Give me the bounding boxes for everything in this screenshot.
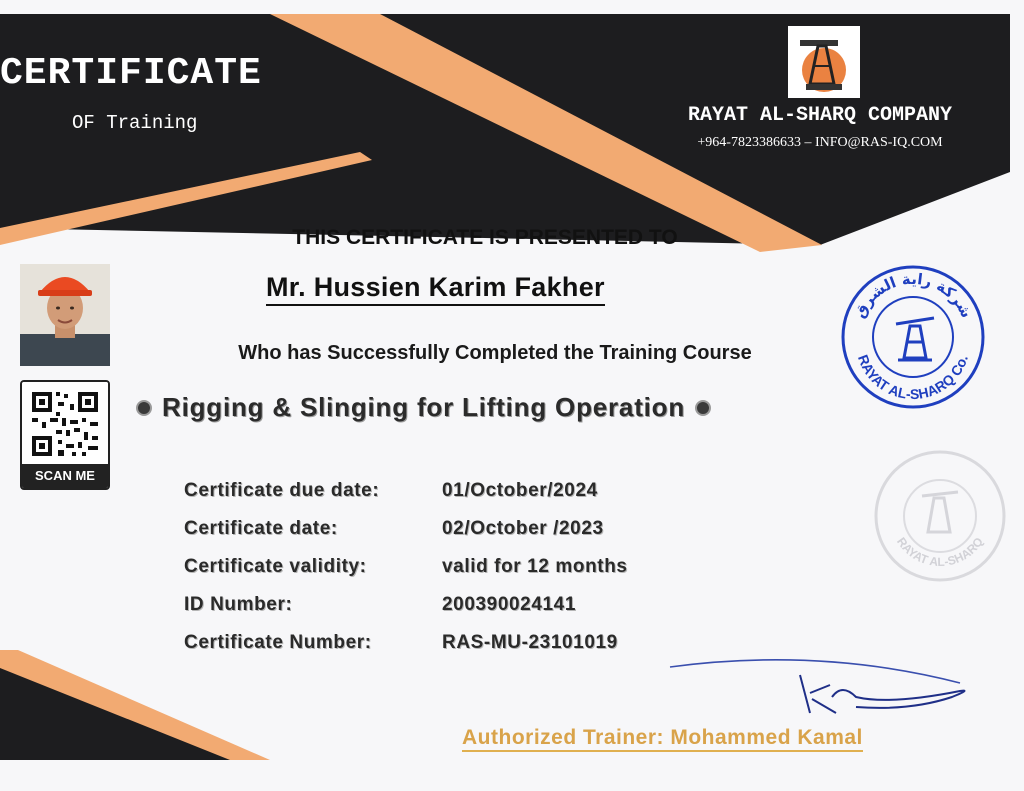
bullet-left-icon	[136, 400, 152, 416]
svg-text:شركة راية الشرق	[850, 270, 976, 321]
detail-value: 200390024141	[442, 594, 577, 615]
detail-label: Certificate Number:	[184, 632, 372, 653]
detail-value: 02/October /2023	[442, 518, 604, 539]
stamp-top-text: شركة راية الشرق	[850, 269, 976, 321]
bullet-right-icon	[695, 400, 711, 416]
recipient-name: Mr. Hussien Karim Fakher	[266, 272, 605, 306]
course-row	[136, 392, 876, 423]
scan-me-label: SCAN ME	[22, 464, 108, 488]
stamp-derrick-icon	[896, 318, 934, 360]
certificate-subtitle: OF Training	[72, 112, 198, 134]
detail-row-validity	[184, 556, 704, 594]
completion-text: Who has Successfully Completed the Training Course	[238, 342, 752, 364]
qr-code-box[interactable]	[20, 380, 110, 490]
detail-row-certificate-number	[184, 632, 704, 670]
detail-row-certificate-date	[184, 518, 704, 556]
detail-label: Certificate date:	[184, 518, 338, 539]
company-name: RAYAT AL-SHARQ COMPANY	[687, 104, 953, 127]
authorized-trainer: Authorized Trainer: Mohammed Kamal	[462, 726, 863, 752]
certificate-title: CERTIFICATE	[0, 52, 262, 95]
trainer-signature	[660, 645, 980, 730]
detail-label: Certificate validity:	[184, 556, 367, 577]
detail-value: 01/October/2024	[442, 480, 598, 501]
embossed-seal	[870, 446, 1010, 591]
company-contact: +964-7823386633 – INFO@RAS-IQ.COM	[697, 135, 943, 150]
emboss-text: RAYAT AL-SHARQ	[894, 534, 986, 570]
detail-label: Certificate due date:	[184, 480, 380, 501]
recipient-photo	[20, 264, 110, 366]
detail-label: ID Number:	[184, 594, 293, 615]
detail-row-id-number	[184, 594, 704, 632]
detail-value: RAS-MU-23101019	[442, 632, 618, 653]
detail-value: valid for 12 months	[442, 556, 628, 577]
qr-code-icon	[22, 382, 108, 466]
stamp-bottom-text: RAYAT AL-SHARQ Co.	[854, 352, 971, 403]
course-title: Rigging & Slinging for Lifting Operation	[162, 392, 686, 422]
company-logo-icon	[788, 26, 860, 98]
presented-to-label: THIS CERTIFICATE IS PRESENTED TO	[292, 226, 678, 249]
detail-row-due-date	[184, 480, 704, 518]
company-stamp	[838, 262, 988, 417]
certificate-details	[184, 480, 704, 670]
